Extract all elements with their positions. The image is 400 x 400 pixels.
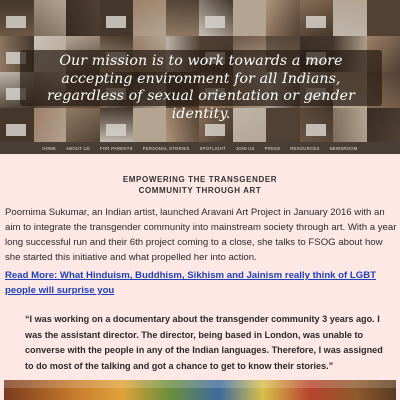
nav-item-press[interactable]: PRESS	[264, 145, 281, 151]
article-title-line2: COMMUNITY THROUGH ART	[138, 186, 262, 195]
nav-item-about-us[interactable]: ABOUT US	[66, 145, 90, 151]
article-content	[0, 154, 400, 400]
mission-statement: Our mission is to work towards a more accepting environment for all Indians, regardless of sexual orientation or gender identity.	[20, 50, 382, 106]
article-image	[4, 380, 396, 400]
main-nav	[0, 142, 400, 154]
header-collage	[0, 0, 400, 142]
nav-item-resources[interactable]: RESOURCES	[290, 145, 320, 151]
nav-item-newsroom[interactable]: NEWSROOM	[329, 145, 358, 151]
article-quote: “I was working on a documentary about the transgender community 3 years ago. I was the assistant director. The director, being based in London, was unable to converse with the people in any of the Indian languages. Therefore, I was assigned to do most of the talking and got a chance to get to know their stories.”	[25, 314, 383, 371]
nav-item-join-us[interactable]: JOIN US	[236, 145, 255, 151]
nav-item-personal-stories[interactable]: PERSONAL STORIES	[142, 145, 190, 151]
nav-item-for-parents[interactable]: FOR PARENTS	[99, 145, 133, 151]
article-title	[0, 174, 400, 196]
article-intro: Poornima Sukumar, an Indian artist, launched Aravani Art Project in January 2016 with an aim to integrate the transgender community into mainstream society through art. With a year long successful run and their 6th project coming to a close, she talks to FSOG about how she started this initiative and what propelled her into action.	[5, 207, 397, 263]
read-more-link[interactable]: Read More: What Hinduism, Buddhism, Sikhism and Jainism really think of LGBT people will surprise you	[5, 270, 377, 296]
article-title-line1: EMPOWERING THE TRANSGENDER	[122, 175, 278, 184]
nav-item-spotlight[interactable]: SPOTLIGHT	[199, 145, 227, 151]
nav-item-home[interactable]: HOME	[42, 145, 57, 151]
